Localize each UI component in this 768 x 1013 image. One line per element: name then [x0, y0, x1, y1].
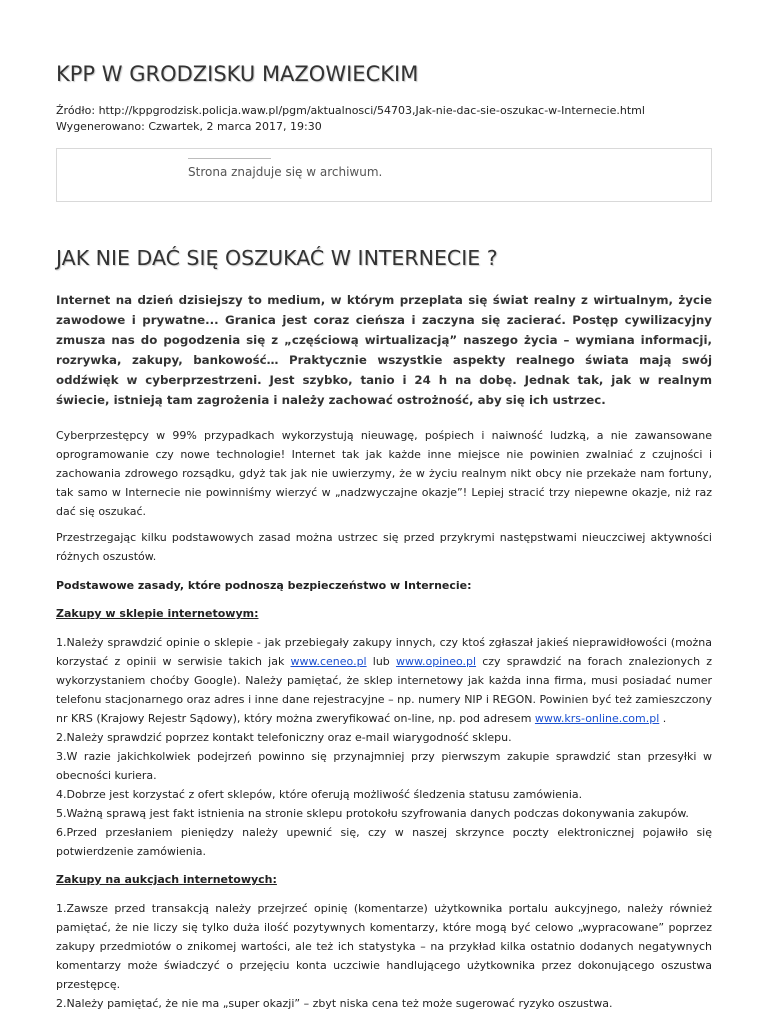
generated-line: Wygenerowano: Czwartek, 2 marca 2017, 19:30	[56, 120, 322, 133]
list-item: 2.Należy pamiętać, że nie ma „super okazji” – zbyt niska cena też może sugerować ryzyko oszustwa.	[56, 997, 613, 1010]
source-line: Źródło: http://kppgrodzisk.policja.waw.pl/pgm/aktualnosci/54703,Jak-nie-dac-sie-oszukac-w-Internecie.html	[56, 104, 645, 117]
shop-heading: Zakupy w sklepie internetowym:	[56, 607, 259, 620]
list-item-text: lub	[366, 655, 396, 668]
auction-heading: Zakupy na aukcjach internetowych:	[56, 873, 277, 886]
list-item: 5.Ważną sprawą jest fakt istnienia na stronie sklepu protokołu szyfrowania danych podczas dokonywania zakupów.	[56, 807, 689, 820]
list-item-text: czy sprawdzić na forach znalezionych z wykorzystaniem choćby Google). Należy pamiętać, że sklep internetowy jak każda inna firma, musi posiadać numer telefonu stacjonarnego oraz adres i inne dane rejestracyjne – np. numery NIP i REGON. Powinien być też zamieszczony nr KRS (Krajowy Rejestr Sądowy), który można zweryfikować on-line, np. pod adresem	[56, 655, 713, 725]
list-item-text: 1.Należy sprawdzić opinie o sklepie - jak przebiegały zakupy innych, czy ktoś zgłaszał jakieś nieprawidłowości (można korzystać z opinii w serwisie takich jak	[56, 636, 712, 668]
paragraph-intro: Cyberprzestępcy w 99% przypadkach wykorzystują nieuwagę, pośpiech i naiwność ludzką, a nie zawansowane oprogramowanie czy nowe technologie! Internet tak jak każde inne miejsce nie powinien zwalniać z czujności i zachowania zdrowego rozsądku, gdyż tak jak nie uwierzymy, że w życiu realnym nikt obcy nie przekaże nam fortuny, tak samo w Internecie nie powinniśmy wierzyć w „nadzwyczajne okazje”! Lepiej stracić trzy niepewne okazje, niż raz dać się oszukać.	[56, 429, 712, 518]
link-krs-online[interactable]: www.krs-online.com.pl	[534, 712, 660, 725]
list-item	[56, 633, 712, 728]
article-title: JAK NIE DAĆ SIĘ OSZUKAĆ W INTERNECIE ?	[56, 246, 498, 270]
document-meta	[56, 103, 712, 135]
link-opineo[interactable]: www.opineo.pl	[395, 655, 477, 668]
paragraph-advice: Przestrzegając kilku podstawowych zasad można ustrzec się przed przykrymi następstwami nieuczciwej aktywności różnych oszustów.	[56, 531, 712, 563]
list-item-text: .	[659, 712, 667, 725]
list-item: 2.Należy sprawdzić poprzez kontakt telefoniczny oraz e-mail wiarygodność sklepu.	[56, 731, 512, 744]
shop-rules-list	[56, 633, 712, 861]
list-item: 3.W razie jakichkolwiek podejrzeń powinno się przynajmniej przy pierwszym zakupie sprawdzić stan przesyłki w obecności kuriera.	[56, 750, 712, 782]
list-item: 1.Zawsze przed transakcją należy przejrzeć opinię (komentarze) użytkownika portalu aukcyjnego, należy również pamiętać, że nie liczy się tylko duża ilość pozytywnych komentarzy, które mogą być celowo „wypracowane” poprzez zakupy przedmiotów o znikomej wartości, ale też ich statystyka – na przykład kilka ostatnio dodanych negatywnych komentarzy może świadczyć o przejęciu konta uczciwie handlującego użytkownika przez dokonującego oszustwa przestępcę.	[56, 902, 712, 991]
auction-rules-list	[56, 899, 712, 1013]
link-ceneo[interactable]: www.ceneo.pl	[290, 655, 367, 668]
archive-divider	[188, 158, 271, 159]
archive-notice-box	[56, 148, 712, 202]
list-item: 6.Przed przesłaniem pieniędzy należy upewnić się, czy w naszej skrzynce poczty elektronicznej pojawiło się potwierdzenie zamówienia.	[56, 826, 712, 858]
archive-notice: Strona znajduje się w archiwum.	[188, 165, 383, 179]
site-title: KPP W GRODZISKU MAZOWIECKIM	[56, 62, 419, 86]
list-item: 4.Dobrze jest korzystać z ofert sklepów, które oferują możliwość śledzenia statusu zamówienia.	[56, 788, 583, 801]
article-lead: Internet na dzień dzisiejszy to medium, w którym przeplata się świat realny z wirtualnym, życie zawodowe i prywatne... Granica jest coraz cieńsza i zaczyna się zacierać. Postęp cywilizacyjny zmusza nas do pogodzenia się z „częściową wirtualizacją” naszego życia – wymiana informacji, rozrywka, zakupy, bankowość… Praktycznie wszystkie aspekty realnego świata mają swój oddźwięk w cyberprzestrzeni. Jest szybko, tanio i 24 h na dobę. Jednak tak, jak w realnym świecie, istnieją tam zagrożenia i należy zachować ostrożność, aby się ich ustrzec.	[56, 293, 712, 407]
rules-heading: Podstawowe zasady, które podnoszą bezpieczeństwo w Internecie:	[56, 579, 472, 592]
